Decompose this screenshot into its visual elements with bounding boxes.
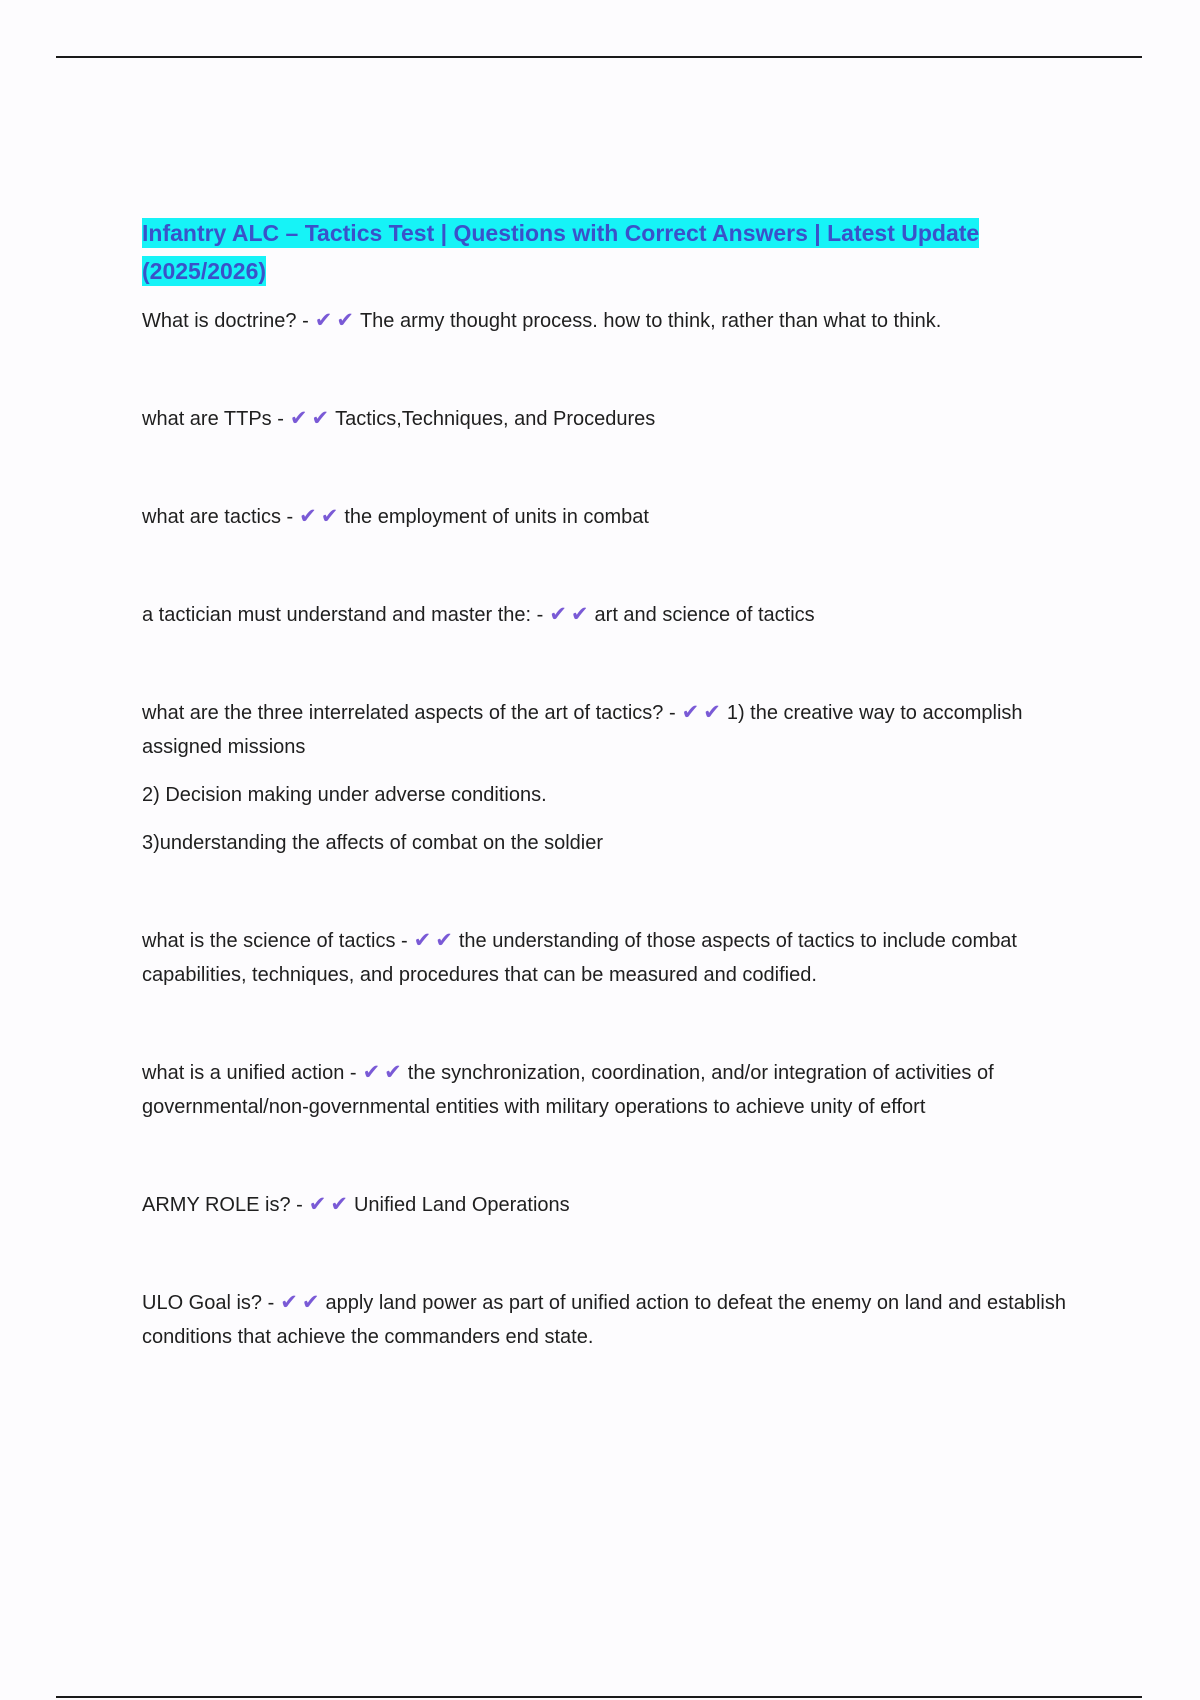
- answer-text: Tactics,Techniques, and Procedures: [335, 408, 656, 430]
- answer-text: art and science of tactics: [594, 604, 815, 626]
- double-check-icon: ✔✔: [314, 309, 358, 332]
- question-text: ARMY ROLE is? -: [142, 1194, 303, 1216]
- document-body: [142, 214, 1072, 1354]
- qa-item-1: [142, 304, 1072, 338]
- answer-text: the synchronization, coordination, and/or integration of activities of governmental/non-governmental entities with military operations to achieve unity of effort: [142, 1062, 994, 1118]
- answer-text: the understanding of those aspects of tactics to include combat capabilities, techniques, and procedures that can be measured and codified.: [142, 930, 1017, 986]
- qa-item-8: [142, 1188, 1072, 1222]
- double-check-icon: ✔✔: [299, 505, 343, 528]
- double-check-icon: ✔✔: [549, 603, 593, 626]
- double-check-icon: ✔✔: [681, 701, 725, 724]
- qa-item-9: [142, 1286, 1072, 1354]
- answer-text: Unified Land Operations: [353, 1194, 570, 1216]
- double-check-icon: ✔✔: [308, 1193, 352, 1216]
- question-text: what is the science of tactics -: [142, 930, 408, 952]
- question-text: What is doctrine? -: [142, 310, 309, 332]
- question-text: a tactician must understand and master the: -: [142, 604, 544, 626]
- qa-item-5-extra-2: 3)understanding the affects of combat on the soldier: [142, 832, 604, 854]
- double-check-icon: ✔✔: [280, 1291, 324, 1314]
- answer-text: the employment of units in combat: [344, 506, 649, 528]
- document-title: Infantry ALC – Tactics Test | Questions with Correct Answers | Latest Update (2025/2026): [142, 220, 980, 284]
- qa-item-6: [142, 924, 1072, 992]
- answer-text: 1) the creative way to accomplish assigned missions: [142, 702, 1023, 758]
- bottom-rule: [56, 1696, 1142, 1698]
- double-check-icon: ✔✔: [362, 1061, 406, 1084]
- question-text: what are TTPs -: [142, 408, 284, 430]
- question-text: what are the three interrelated aspects of the art of tactics? -: [142, 702, 676, 724]
- top-rule: [56, 56, 1142, 58]
- question-text: what is a unified action -: [142, 1062, 357, 1084]
- qa-item-3: [142, 500, 1072, 534]
- double-check-icon: ✔✔: [289, 407, 334, 430]
- answer-text: The army thought process. how to think, rather than what to think.: [359, 310, 942, 332]
- qa-item-2: [142, 402, 1072, 436]
- qa-item-5-extra-1: 2) Decision making under adverse conditions.: [142, 784, 547, 806]
- qa-item-7: [142, 1056, 1072, 1124]
- answer-text: apply land power as part of unified action to defeat the enemy on land and establish conditions that achieve the commanders end state.: [142, 1292, 1066, 1348]
- qa-item-4: [142, 598, 1072, 632]
- qa-item-5: [142, 696, 1072, 764]
- question-text: what are tactics -: [142, 506, 294, 528]
- question-text: ULO Goal is? -: [142, 1292, 275, 1314]
- double-check-icon: ✔✔: [413, 929, 457, 952]
